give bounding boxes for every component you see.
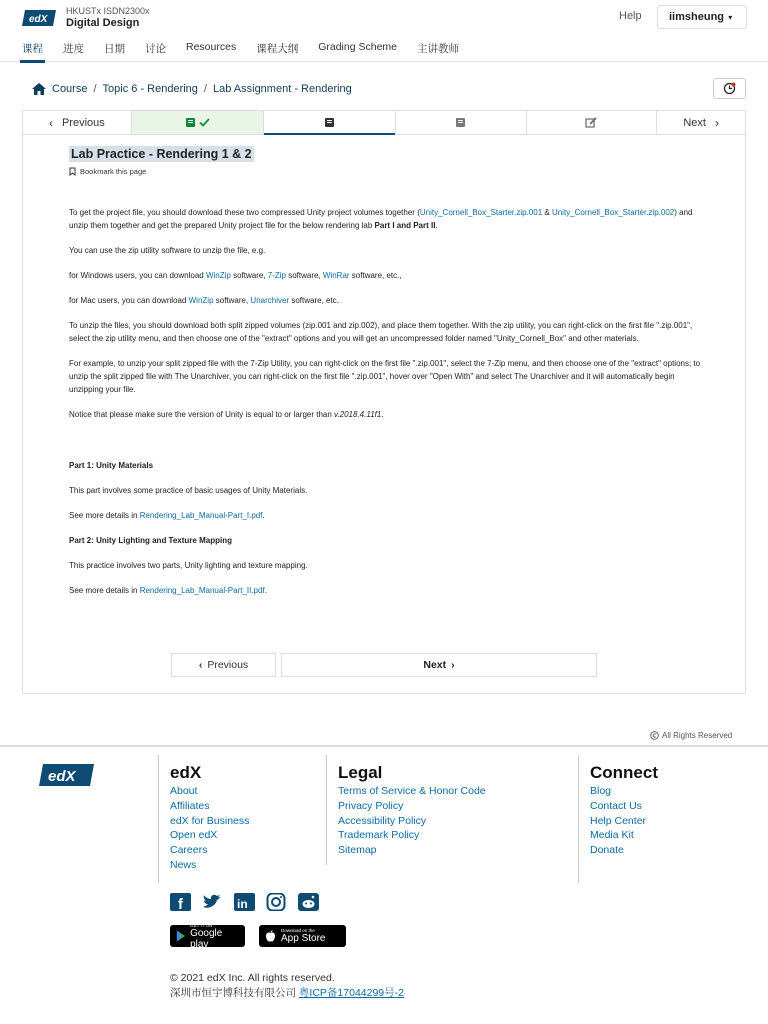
- social-links: [170, 893, 330, 911]
- footer-col-title: edX: [170, 763, 202, 782]
- part1-description: This part involves some practice of basic usages of Unity Materials.: [69, 486, 308, 495]
- chevron-down-icon: ▾: [726, 13, 733, 22]
- site-footer: [0, 745, 768, 1024]
- text: software, etc.: [289, 296, 339, 305]
- sequence-previous-button[interactable]: [23, 111, 132, 134]
- footer-link-media-kit[interactable]: Media Kit: [590, 829, 634, 842]
- text: To get the project file, you should download these two compressed Unity project volumes together (: [69, 208, 420, 217]
- part2-description: This practice involves two parts, Unity lighting and texture mapping.: [69, 561, 308, 570]
- home-icon: [32, 83, 46, 95]
- text: Notice that please make sure the version of Unity is equal to or larger than: [69, 410, 335, 419]
- breadcrumb-course[interactable]: Course: [52, 83, 88, 95]
- text: software,: [286, 271, 323, 280]
- svg-text:f: f: [178, 896, 183, 911]
- svg-text:edX: edX: [29, 14, 48, 25]
- text-bold: Part 2: Unity Lighting and Texture Mapping: [69, 536, 232, 545]
- tab-progress[interactable]: 进度: [63, 43, 84, 55]
- tab-instructors[interactable]: 主讲教师: [417, 43, 459, 55]
- footer-col-edx: [170, 755, 249, 873]
- app-store-big-text: App Store: [281, 933, 326, 944]
- text-bold: Part 1: Unity Materials: [69, 461, 154, 470]
- text: &: [542, 208, 552, 217]
- footer-link-privacy[interactable]: Privacy Policy: [338, 799, 404, 812]
- sequence-unit-3[interactable]: [396, 111, 527, 134]
- google-play-small-text: GET IT ON: [190, 922, 213, 928]
- sequence-unit-4[interactable]: [527, 111, 658, 134]
- book-check-icon: [185, 117, 211, 128]
- linkedin-icon[interactable]: [234, 893, 255, 911]
- tab-grading-scheme[interactable]: Grading Scheme: [318, 41, 397, 53]
- footer-link-about[interactable]: About: [170, 785, 198, 797]
- footer-link-open-edx[interactable]: Open edX: [170, 829, 218, 842]
- footer-col-connect: [590, 755, 658, 858]
- edx-logo[interactable]: [22, 9, 56, 27]
- course-tabs: [22, 40, 479, 62]
- tab-dates[interactable]: 日期: [104, 43, 125, 55]
- tab-resources[interactable]: Resources: [186, 41, 237, 53]
- icp-link[interactable]: 粤ICP备17044299号-2: [298, 987, 404, 999]
- footer-link-careers[interactable]: Careers: [170, 844, 208, 857]
- text: for Mac users, you can download: [69, 296, 189, 305]
- bookmark-label: Bookmark this page: [80, 167, 147, 176]
- chevron-right-icon: ›: [451, 659, 455, 671]
- chevron-left-icon: ‹: [198, 659, 203, 671]
- link-7zip[interactable]: 7-Zip: [267, 271, 286, 280]
- footer-link-trademark[interactable]: Trademark Policy: [338, 829, 420, 842]
- sequence-unit-1[interactable]: [132, 111, 265, 134]
- reddit-icon[interactable]: [298, 893, 319, 911]
- book-icon: [324, 117, 335, 128]
- bookmark-icon: [69, 167, 76, 176]
- link-manual-part2[interactable]: Rendering_Lab_Manual-Part_II.pdf: [139, 586, 265, 595]
- breadcrumb-separator: /: [203, 83, 207, 95]
- apple-icon: [265, 930, 276, 942]
- text: .: [264, 586, 267, 595]
- footer-link-business[interactable]: edX for Business: [170, 814, 250, 827]
- footer-link-donate[interactable]: Donate: [590, 844, 624, 857]
- google-play-icon: [176, 930, 186, 942]
- part2-details: [69, 584, 701, 597]
- breadcrumb-current: Lab Assignment - Rendering: [212, 83, 352, 95]
- unity-version: v.2018.4.11f1: [334, 410, 382, 419]
- text: .: [435, 221, 438, 230]
- sequence-previous-label: Previous: [61, 116, 105, 129]
- footer-link-terms[interactable]: Terms of Service & Honor Code: [338, 785, 486, 797]
- icp-company: 深圳市恒宇博科技有限公司: [170, 987, 299, 999]
- link-winzip[interactable]: WinZip: [205, 271, 231, 280]
- book-icon: [455, 117, 466, 128]
- app-store-badge[interactable]: [259, 925, 346, 947]
- clock-icon: [723, 82, 736, 95]
- user-menu-button[interactable]: [657, 5, 747, 29]
- footer-link-sitemap[interactable]: Sitemap: [338, 844, 377, 857]
- text: ) and unzip them together and get the prepared Unity project file for the below rendering lab: [69, 208, 693, 230]
- text-bold: Part I and Part II: [374, 221, 436, 230]
- site-header: [0, 0, 768, 62]
- link-winrar[interactable]: WinRar: [322, 271, 350, 280]
- paragraph-unzip-example: For example, to unzip your split zipped file with the 7-Zip Utility, you can right-click on the first file ".zip.001", select the 7-Zip menu, and then choose one of the "extract" options; to unzip the split zipped file with The Unarchiver, you can right-click on the first file ".zip.001", hover over "Open With" and select The Unarchiver and it will automatically begin unzipping your file.: [69, 359, 701, 394]
- chevron-right-icon: ›: [714, 115, 719, 130]
- sequence-unit-2-active[interactable]: [264, 111, 396, 134]
- footer-link-news[interactable]: News: [170, 858, 197, 871]
- part2-title: [69, 534, 701, 547]
- course-name: Digital Design: [66, 17, 140, 29]
- text: .: [381, 410, 384, 419]
- bottom-previous-label: Previous: [207, 659, 249, 671]
- svg-text:edX: edX: [48, 768, 76, 785]
- part1-details: [69, 509, 701, 522]
- facebook-icon[interactable]: [170, 893, 191, 911]
- sequence-nav: [22, 110, 746, 135]
- paragraph-version-note: [69, 408, 701, 421]
- unit-title: Lab Practice - Rendering 1 & 2: [71, 147, 252, 161]
- breadcrumb-topic[interactable]: Topic 6 - Rendering: [102, 83, 198, 95]
- bottom-previous-button[interactable]: [171, 653, 276, 677]
- svg-text:in: in: [237, 897, 248, 911]
- google-play-big-text: Google play: [190, 927, 223, 950]
- course-org: HKUSTx ISDN2300x: [66, 6, 150, 16]
- text: See more details in: [69, 511, 140, 520]
- link-manual-part1[interactable]: Rendering_Lab_Manual-Part_I.pdf: [139, 511, 263, 520]
- twitter-icon[interactable]: [202, 893, 223, 911]
- bottom-next-label: Next: [423, 659, 447, 671]
- bookmark-link[interactable]: [69, 165, 701, 178]
- breadcrumb: [32, 83, 352, 95]
- part1-title: [69, 459, 701, 472]
- text: .: [262, 511, 265, 520]
- app-store-small-text: Download on the: [281, 928, 315, 933]
- unit-content: [69, 146, 701, 597]
- edit-icon: [585, 117, 598, 128]
- username: iimsheung: [669, 11, 725, 23]
- text: software, etc.,: [349, 271, 402, 280]
- instagram-icon[interactable]: [266, 893, 287, 911]
- tab-discussion[interactable]: 讨论: [145, 43, 166, 55]
- bookmark-toggle-button[interactable]: [713, 78, 746, 99]
- chevron-left-icon: ‹: [48, 115, 53, 130]
- rights-text: All Rights Reserved: [662, 731, 733, 740]
- paragraph-intro: [69, 206, 701, 232]
- text: for Windows users, you can download: [69, 271, 206, 280]
- footer-link-help-center[interactable]: Help Center: [590, 814, 647, 827]
- all-rights-reserved: [650, 731, 732, 740]
- footer-link-accessibility[interactable]: Accessibility Policy: [338, 814, 427, 827]
- link-unarchiver[interactable]: Unarchiver: [250, 296, 290, 305]
- bottom-next-button[interactable]: [281, 653, 597, 677]
- paragraph-unzip-instructions: To unzip the files, you should download both split zipped volumes (zip.001 and zip.002), and place them together. With the zip utility, you can right-click on the first file ".zip.001", select the zip utility menu, and then choose one of the "extract" options and you will get an uncompressed folder named "Unity_Cornell_Box" and other materials.: [69, 321, 693, 343]
- sequence-next-label: Next: [683, 116, 706, 129]
- link-zip-001[interactable]: Unity_Cornell_Box_Starter.zip.001: [419, 208, 543, 217]
- footer-link-contact[interactable]: Contact Us: [590, 799, 642, 812]
- link-zip-002[interactable]: Unity_Cornell_Box_Starter.zip.002: [551, 208, 675, 217]
- footer-link-affiliates[interactable]: Affiliates: [170, 799, 210, 812]
- footer-col-title: Connect: [590, 763, 658, 782]
- breadcrumb-separator: /: [93, 83, 97, 95]
- paragraph-windows: [69, 269, 701, 282]
- paragraph-mac: [69, 294, 701, 307]
- sequence-next-button[interactable]: [657, 111, 745, 134]
- copyright-icon: [650, 731, 659, 740]
- paragraph-zip-utility: You can use the zip utility software to unzip the file, e.g.: [69, 246, 266, 255]
- copyright-text: © 2021 edX Inc. All rights reserved.: [170, 972, 335, 984]
- text: software,: [230, 271, 268, 280]
- tab-course[interactable]: 课程: [22, 40, 43, 62]
- google-play-badge[interactable]: [170, 922, 245, 950]
- footer-link-blog[interactable]: Blog: [590, 785, 612, 797]
- help-link[interactable]: Help: [619, 10, 642, 22]
- footer-copyright: [170, 971, 404, 1001]
- edx-footer-logo[interactable]: [38, 763, 96, 787]
- icp-line: [170, 986, 404, 1001]
- tab-syllabus[interactable]: 课程大纲: [256, 43, 299, 55]
- footer-col-legal: [338, 755, 486, 858]
- text: software,: [213, 296, 251, 305]
- footer-col-title: Legal: [338, 763, 383, 782]
- text: See more details in: [69, 586, 140, 595]
- link-winzip-mac[interactable]: WinZip: [188, 296, 214, 305]
